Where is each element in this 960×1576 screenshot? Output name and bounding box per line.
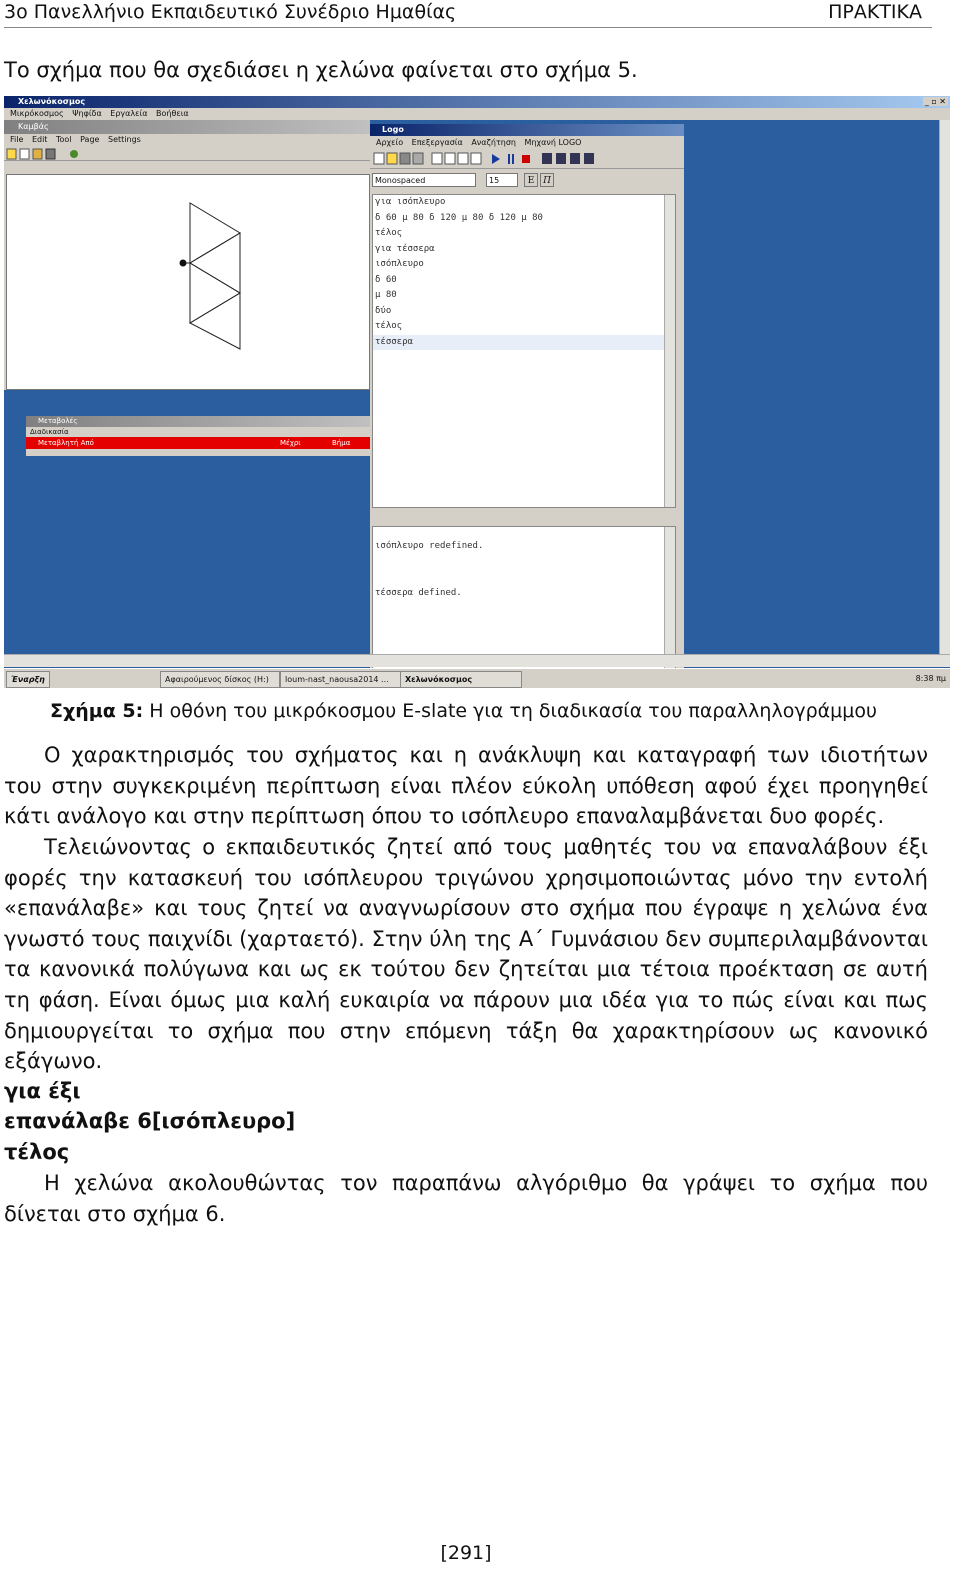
output-line xyxy=(373,555,675,571)
taskbar-item-removable-disk[interactable]: Αφαιρούμενος δίσκος (H:) xyxy=(160,671,280,688)
editor-scrollbar[interactable] xyxy=(664,195,675,507)
windows-taskbar xyxy=(4,668,950,688)
taskbar-item-turtleworld[interactable]: Χελωνόκοσμος xyxy=(400,671,522,688)
eslate-screenshot xyxy=(4,96,950,688)
section-label: ΠΡΑΚΤΙΚΑ xyxy=(828,1,922,23)
start-button[interactable]: Έναρξη xyxy=(6,671,50,688)
conference-title: 3ο Πανελλήνιο Εκπαιδευτικό Συνέδριο Ημαθίας xyxy=(4,1,457,23)
figure-caption-text: Η οθόνη του μικρόκοσμου E-slate για τη διαδικασία του παραλληλογράμμου xyxy=(143,700,877,722)
menu-microworld[interactable]: Μικρόκοσμος xyxy=(10,109,64,118)
turtle-canvas[interactable] xyxy=(6,174,370,390)
code-line: για έξι xyxy=(4,1079,81,1103)
running-header xyxy=(4,0,932,28)
paragraph-1-text: Ο χαρακτηρισμός του σχήματος και η ανάκλυψη και καταγραφή των ιδιοτήτων του στην συγκεκριμένη περίπτωση είναι πλέον εύκολη υπόθεση αφού έχει προηγηθεί κάτι ανάλογο και στην περίπτωση όπου το ισόπλευρο επαναλαμβάνεται δυο φορές. xyxy=(4,743,928,829)
canvas-window xyxy=(4,120,370,390)
main-vertical-scrollbar[interactable] xyxy=(939,120,950,654)
menu-help[interactable]: Βοήθεια xyxy=(156,109,189,118)
editor-line: τέλος xyxy=(375,228,403,238)
code-line: τέλος xyxy=(4,1140,70,1164)
editor-line: για ισόπλευρο xyxy=(375,197,446,207)
logo-menu-engine[interactable]: Μηχανή LOGO xyxy=(524,138,582,147)
font-select[interactable]: Monospaced xyxy=(372,173,476,187)
logo-menubar xyxy=(370,136,684,150)
canvas-menubar xyxy=(4,134,370,146)
editor-line: δ 60 μ 80 δ 120 μ 80 δ 120 μ 80 xyxy=(375,212,543,223)
font-toolbar xyxy=(370,169,684,191)
logo-toolbar-icons[interactable] xyxy=(370,150,620,168)
main-horizontal-scrollbar[interactable] xyxy=(4,654,950,667)
canvas-menu-edit[interactable]: Edit xyxy=(31,135,48,144)
window-controls[interactable]: _ ▫ ✕ xyxy=(924,97,946,106)
paragraph-1 xyxy=(4,740,928,832)
editor-line: για τέσσερα xyxy=(375,243,435,254)
procedure-label: Διαδικασία xyxy=(30,428,69,436)
editor-line: δύο xyxy=(375,305,392,316)
output-line: τέσσερα defined. xyxy=(375,587,462,598)
canvas-menu-settings[interactable]: Settings xyxy=(108,135,141,144)
editor-line: μ 80 xyxy=(375,290,397,300)
editor-line: δ 60 xyxy=(375,274,397,285)
closing-paragraph-text: Η χελώνα ακολουθώντας τον παραπάνω αλγόριθμο θα γράψει το σχήμα που δίνεται στο σχήμα 6. xyxy=(4,1171,928,1226)
bold-button[interactable]: E xyxy=(524,173,538,187)
turtle-icon xyxy=(180,260,187,267)
logo-code-editor[interactable] xyxy=(372,194,676,508)
font-size-select[interactable]: 15 xyxy=(486,173,518,187)
variables-title: Μεταβολές xyxy=(26,416,370,427)
figure-caption xyxy=(50,700,877,722)
window-title: Χελωνόκοσμος xyxy=(4,96,950,108)
logo-menu-edit[interactable]: Επεξεργασία xyxy=(411,138,463,147)
code-line: επανάλαβε 6[ισόπλευρο] xyxy=(4,1109,296,1133)
canvas-menu-page[interactable]: Page xyxy=(80,135,100,144)
variables-panel xyxy=(26,416,370,456)
col-step: Βήμα xyxy=(332,439,351,447)
italic-button[interactable]: Π xyxy=(540,173,554,187)
canvas-toolbar-icons[interactable] xyxy=(4,147,94,161)
menu-component[interactable]: Ψηφίδα xyxy=(72,109,102,118)
editor-line: ισόπλευρο xyxy=(375,259,424,269)
logo-menu-search[interactable]: Αναζήτηση xyxy=(471,138,516,147)
editor-line: τέλος xyxy=(375,321,403,331)
taskbar-clock: 8:38 πμ xyxy=(915,674,946,683)
canvas-window-title: Καμβάς xyxy=(4,120,370,134)
logo-window-title: Logo xyxy=(370,124,684,136)
paragraph-2-text: Τελειώνοντας ο εκπαιδευτικός ζητεί από τους μαθητές του να επαναλάβουν έξι φορές την κατασκευή του ισόπλευρου τριγώνου χρησιμοποιώντας μόνο την εντολή «επανάλαβε» και τους ζητεί να αναγνωρίσουν στο σχήμα που έγραψε η χελώνα ένα γνωστό τους παιχνίδι (χαρταετό). Στην ύλη της Α΄ Γυμνάσιου δεν συμπεριλαμβάνονται τα κανονικά πολύγωνα και ως εκ τούτου δεν ζητείται μια τέτοια προέκταση σε αυτή τη φάση. Είναι όμως μια καλή ευκαιρία να πάρουν μια ιδέα για το πώς είναι και πως δημιουργείται το σχήμα που στην επόμενη τάξη θα χαρακτηρίσουν ως κανονικό εξάγωνο. xyxy=(4,835,928,1074)
logo-window xyxy=(370,124,684,684)
menu-tools[interactable]: Εργαλεία xyxy=(110,109,148,118)
output-line: ισόπλευρο redefined. xyxy=(375,541,484,551)
closing-paragraph xyxy=(4,1168,928,1229)
canvas-toolbar xyxy=(4,146,370,161)
paragraph-2 xyxy=(4,832,928,1077)
output-line xyxy=(373,570,675,586)
page-number: [291] xyxy=(440,1542,492,1564)
canvas-menu-file[interactable]: File xyxy=(10,135,24,144)
logo-menu-file[interactable]: Αρχείο xyxy=(376,138,404,147)
turtle-drawing xyxy=(7,175,369,389)
col-to: Μέχρι xyxy=(280,439,301,447)
main-menubar xyxy=(4,108,950,120)
figure-label: Σχήμα 5: xyxy=(50,700,144,722)
editor-line: τέσσερα xyxy=(373,335,675,351)
canvas-menu-tool[interactable]: Tool xyxy=(55,135,72,144)
col-variable-from: Μεταβλητή Από xyxy=(38,439,94,447)
taskbar-item-document[interactable]: loum-nast_naousa2014 ... xyxy=(280,671,402,688)
logo-toolbar xyxy=(370,150,684,169)
variables-header xyxy=(26,437,370,449)
intro-sentence: Το σχήμα που θα σχεδιάσει η χελώνα φαίνεται στο σχήμα 5. xyxy=(4,58,638,82)
